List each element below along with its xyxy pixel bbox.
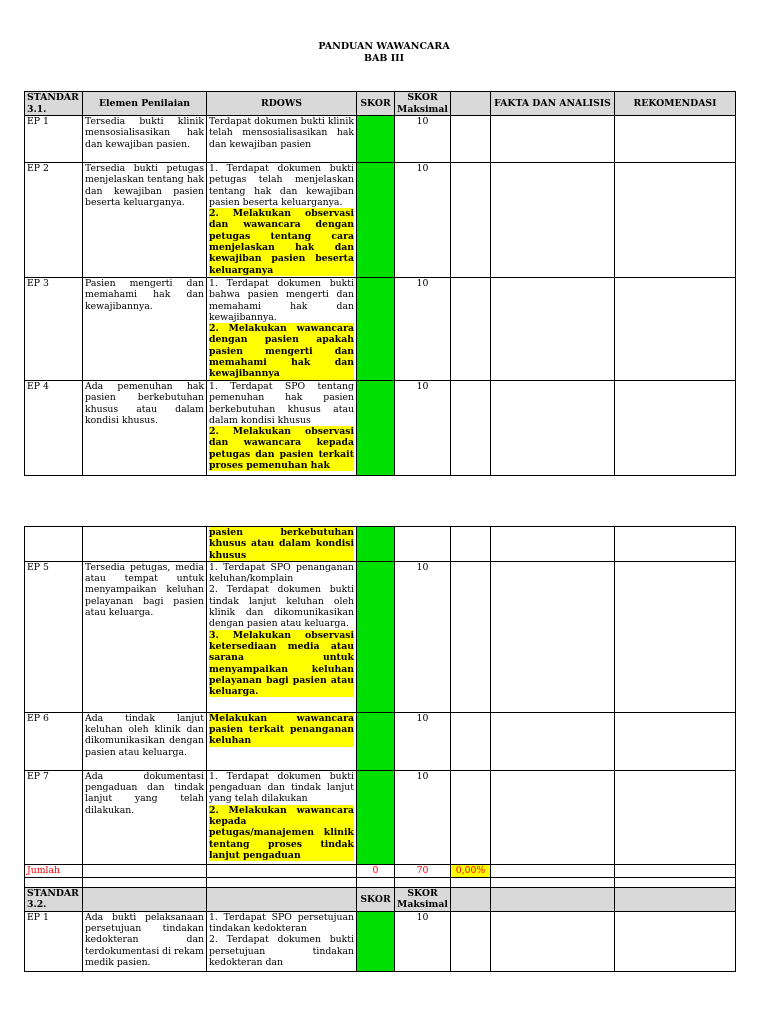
rdows-highlight: pasien berkebutuhan khusus atau dalam kondisi khusus xyxy=(209,527,354,561)
table-row xyxy=(25,561,736,712)
blank-cell xyxy=(451,712,491,770)
skor-cell xyxy=(357,381,395,476)
fakta-cell xyxy=(491,527,615,562)
rdows-text: 1. Terdapat SPO penanganan keluhan/komplain xyxy=(209,561,354,585)
ep-code xyxy=(25,527,83,562)
rekomendasi-cell xyxy=(615,712,736,770)
skor-cell xyxy=(357,712,395,770)
blank-cell xyxy=(451,911,491,971)
blank-header xyxy=(451,92,491,116)
elemen-text: Ada tindak lanjut keluhan oleh klinik dan dikomunikasikan dengan pasien atau keluarga. xyxy=(83,712,207,770)
rdows-highlight: 3. Melakukan observasi ketersediaan media atau sarana untuk menyampaikan keluhan pelayanan bagi pasien atau keluarga. xyxy=(209,629,354,698)
fakta-cell xyxy=(491,911,615,971)
table-row xyxy=(25,527,736,562)
skor-maks-value: 10 xyxy=(395,278,451,381)
rdows-cell xyxy=(207,770,357,864)
elemen-text xyxy=(83,527,207,562)
doc-subtitle: BAB III xyxy=(363,53,405,64)
elemen-text: Pasien mengerti dan memahami hak dan kewajibannya. xyxy=(83,278,207,381)
skor-cell xyxy=(357,911,395,971)
rdows-cell xyxy=(207,712,357,770)
std2-body xyxy=(25,911,736,971)
rdows-cell xyxy=(207,381,357,476)
rdows-cell xyxy=(207,527,357,562)
skor-header: SKOR xyxy=(357,92,395,116)
ep-code: EP 3 xyxy=(25,278,83,381)
standard-3-1-table-continued xyxy=(24,526,736,972)
rekomendasi-header: REKOMENDASI xyxy=(615,92,736,116)
spacer-row xyxy=(25,877,736,887)
rekomendasi-cell xyxy=(615,116,736,163)
rdows-text: 2. Terdapat dokumen bukti persetujuan tindakan kedokteran dan xyxy=(209,934,354,969)
ep-code: EP 7 xyxy=(25,770,83,864)
blank-cell xyxy=(451,527,491,562)
skor-maks-value: 10 xyxy=(395,712,451,770)
rdows-text: 1. Terdapat dokumen bukti pengaduan dan tindak lanjut yang telah dilakukan xyxy=(209,770,354,805)
rdows-text: 1. Terdapat dokumen bukti bahwa pasien mengerti dan memahami hak dan kewajibannya. xyxy=(209,278,354,323)
rekomendasi-cell xyxy=(615,561,736,712)
elemen-text: Ada pemenuhan hak pasien berkebutuhan khusus atau dalam kondisi khusus. xyxy=(83,381,207,476)
header-row xyxy=(25,92,736,116)
doc-title: PANDUAN WAWANCARA xyxy=(318,41,450,52)
jumlah-row xyxy=(25,864,736,877)
std2-standard-header: STANDAR 3.2. xyxy=(25,887,83,911)
skor-maks-value: 10 xyxy=(395,911,451,971)
rekomendasi-cell xyxy=(615,527,736,562)
skor-cell xyxy=(357,163,395,278)
jumlah-label: Jumlah xyxy=(25,864,83,877)
skor-cell xyxy=(357,561,395,712)
jumlah-persen: 0,00% xyxy=(451,864,491,877)
std2-skor-maks-header: SKOR Maksimal xyxy=(395,887,451,911)
fakta-cell xyxy=(491,561,615,712)
skor-maks-value: 10 xyxy=(395,561,451,712)
skor-maks-header: SKOR Maksimal xyxy=(395,92,451,116)
rdows-cell xyxy=(207,278,357,381)
fakta-cell xyxy=(491,116,615,163)
ep-code: EP 5 xyxy=(25,561,83,712)
table-body-continued xyxy=(25,527,736,865)
table-row xyxy=(25,381,736,476)
table-body xyxy=(25,116,736,476)
skor-maks-value: 10 xyxy=(395,116,451,163)
skor-maks-value: 10 xyxy=(395,381,451,476)
skor-maks-value: 10 xyxy=(395,163,451,278)
rdows-header: RDOWS xyxy=(207,92,357,116)
rdows-text: 1. Terdapat SPO tentang pemenuhan hak pasien berkebutuhan khusus atau dalam kondisi khusus xyxy=(209,381,354,426)
elemen-text: Ada bukti pelaksanaan persetujuan tindakan kedokteran dan terdokumentasi di rekam medik pasien. xyxy=(83,911,207,971)
elemen-text: Tersedia bukti klinik mensosialisasikan hak dan kewajiban pasien. xyxy=(83,116,207,163)
skor-cell xyxy=(357,278,395,381)
std2-header-row xyxy=(25,887,736,911)
fakta-cell xyxy=(491,163,615,278)
skor-maks-value xyxy=(395,527,451,562)
rekomendasi-cell xyxy=(615,770,736,864)
table-row xyxy=(25,116,736,163)
table-row xyxy=(25,712,736,770)
elemen-text: Ada dokumentasi pengaduan dan tindak lanjut yang telah dilakukan. xyxy=(83,770,207,864)
skor-cell xyxy=(357,770,395,864)
rekomendasi-cell xyxy=(615,381,736,476)
table-row xyxy=(25,911,736,971)
fakta-header: FAKTA DAN ANALISIS xyxy=(491,92,615,116)
rdows-cell xyxy=(207,561,357,712)
standard-header: STANDAR 3.1. xyxy=(25,92,83,116)
rdows-cell xyxy=(207,163,357,278)
blank-cell xyxy=(451,770,491,864)
elemen-text: Tersedia petugas, media atau tempat untuk menyampaikan keluhan pelayanan bagi pasien atau keluarga. xyxy=(83,561,207,712)
rdows-highlight: 2. Melakukan observasi dan wawancara kepada petugas dan pasien terkait proses pemenuhan hak xyxy=(209,426,354,472)
rdows-highlight: 2. Melakukan observasi dan wawancara dengan petugas tentang cara menjelaskan hak dan kewajiban pasien beserta keluarganya xyxy=(209,208,354,276)
standard-3-1-table xyxy=(24,91,736,476)
ep-code: EP 1 xyxy=(25,116,83,163)
ep-code: EP 4 xyxy=(25,381,83,476)
rdows-cell xyxy=(207,911,357,971)
rdows-text: 2. Terdapat dokumen bukti tindak lanjut keluhan oleh klinik dan dikomunikasikan dengan pasien atau keluarga. xyxy=(209,584,354,630)
blank-cell xyxy=(451,278,491,381)
rdows-highlight: 2. Melakukan wawancara dengan pasien apakah pasien mengerti dan memahami hak dan kewajibannya xyxy=(209,323,354,380)
blank-cell xyxy=(451,381,491,476)
rdows-highlight: 2. Melakukan wawancara kepada petugas/manajemen klinik tentang proses tindak lanjut pengaduan xyxy=(209,804,354,861)
fakta-cell xyxy=(491,770,615,864)
rdows-cell xyxy=(207,116,357,163)
skor-cell xyxy=(357,527,395,562)
ep-code: EP 6 xyxy=(25,712,83,770)
elemen-header: Elemen Penilaian xyxy=(83,92,207,116)
blank-cell xyxy=(451,561,491,712)
fakta-cell xyxy=(491,278,615,381)
rekomendasi-cell xyxy=(615,911,736,971)
jumlah-max: 70 xyxy=(395,864,451,877)
ep-code: EP 1 xyxy=(25,911,83,971)
rdows-text: 1. Terdapat dokumen bukti petugas telah menjelaskan tentang hak dan kewajiban pasien beserta keluarganya. xyxy=(209,163,354,208)
table-row xyxy=(25,163,736,278)
fakta-cell xyxy=(491,712,615,770)
table-row xyxy=(25,278,736,381)
skor-cell xyxy=(357,116,395,163)
blank-cell xyxy=(451,116,491,163)
rdows-highlight: Melakukan wawancara pasien terkait penanganan keluhan xyxy=(209,712,354,747)
jumlah-skor: 0 xyxy=(357,864,395,877)
rekomendasi-cell xyxy=(615,278,736,381)
std2-skor-header: SKOR xyxy=(357,887,395,911)
rdows-text: 1. Terdapat SPO persetujuan tindakan kedokteran xyxy=(209,911,354,935)
rdows-text: Terdapat dokumen bukti klinik telah mensosialisasikan hak dan kewajiban pasien xyxy=(209,116,354,150)
table-row xyxy=(25,770,736,864)
blank-cell xyxy=(451,163,491,278)
fakta-cell xyxy=(491,381,615,476)
skor-maks-value: 10 xyxy=(395,770,451,864)
ep-code: EP 2 xyxy=(25,163,83,278)
elemen-text: Tersedia bukti petugas menjelaskan tentang hak dan kewajiban pasien beserta keluarganya. xyxy=(83,163,207,278)
rekomendasi-cell xyxy=(615,163,736,278)
